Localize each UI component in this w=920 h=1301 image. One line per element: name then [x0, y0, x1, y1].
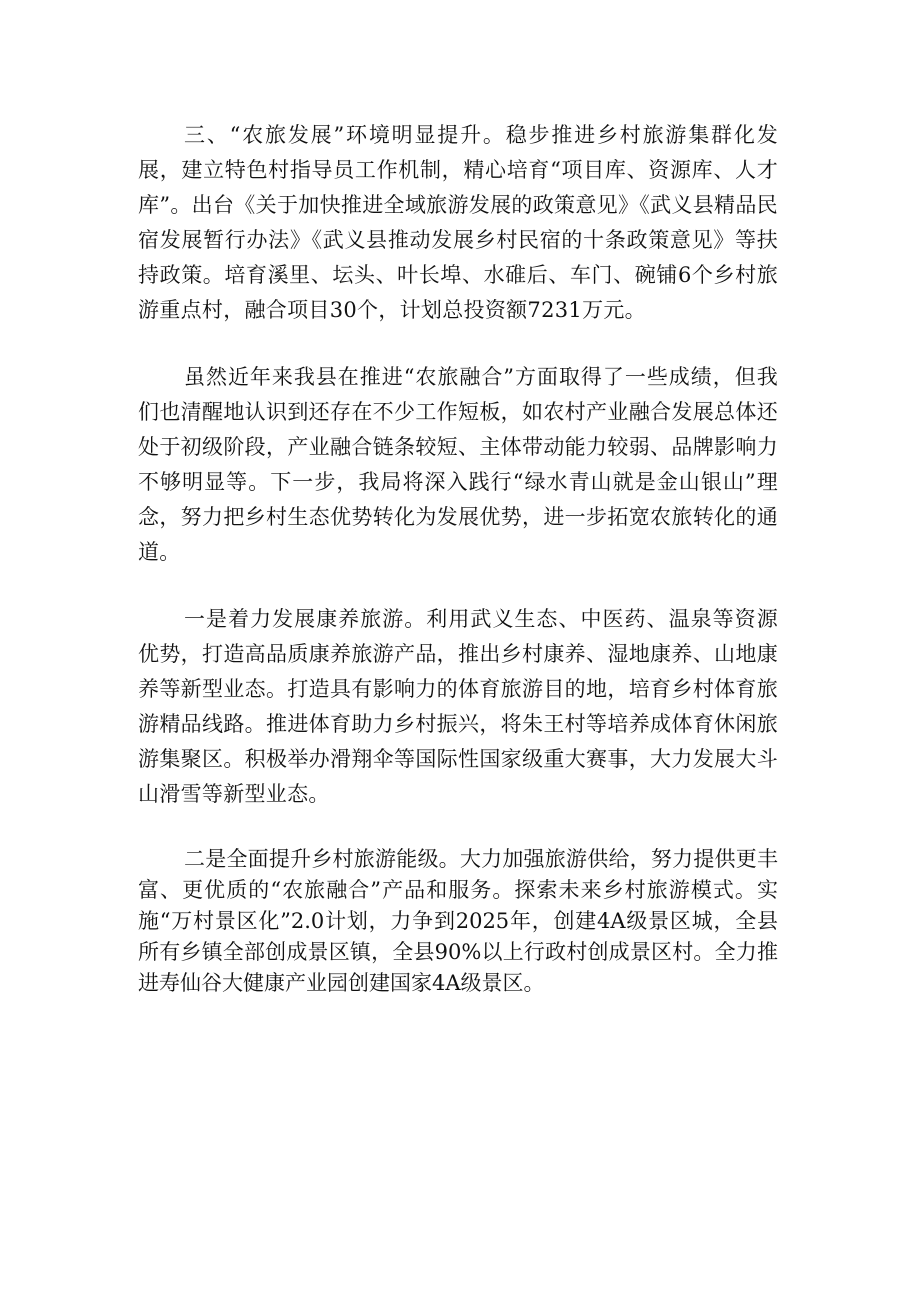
paragraph-environment: 三、“农旅发展”环境明显提升。稳步推进乡村旅游集群化发展，建立特色村指导员工作机制，精心培育“项目库、资源库、人才库”。出台《关于加快推进全域旅游发展的政策意见》《武义县精品民宿发展暂行办法》《武义县推动发展乡村民宿的十条政策意见》等扶持政策。培育溪里、坛头、叶长埠、水碓后、车门、碗铺6个乡村旅游重点村，融合项目30个，计划总投资额7231万元。 — [138, 123, 778, 322]
paragraph-shortcomings: 虽然近年来我县在推进“农旅融合”方面取得了一些成绩，但我们也清醒地认识到还存在不少工作短板，如农村产业融合发展总体还处于初级阶段，产业融合链条较短、主体带动能力较弱、品牌影响力不够明显等。下一步，我局将深入践行“绿水青山就是金山银山”理念，努力把乡村生态优势转化为发展优势，进一步拓宽农旅转化的通道。 — [138, 365, 778, 564]
paragraph-wellness-tourism: 一是着力发展康养旅游。利用武义生态、中医药、温泉等资源优势，打造高品质康养旅游产品，推出乡村康养、湿地康养、山地康养等新型业态。打造具有影响力的体育旅游目的地，培育乡村体育旅游精品线路。推进体育助力乡村振兴，将朱王村等培养成体育休闲旅游集聚区。积极举办滑翔伞等国际性国家级重大赛事，大力发展大斗山滑雪等新型业态。 — [138, 607, 778, 806]
paragraph-rural-tourism: 二是全面提升乡村旅游能级。大力加强旅游供给，努力提供更丰富、更优质的“农旅融合”产品和服务。探索未来乡村旅游模式。实施“万村景区化”2.0计划，力争到2025年，创建4A级景区城，全县所有乡镇全部创成景区镇，全县90%以上行政村创成景区村。全力推进寿仙谷大健康产业园创建国家4A级景区。 — [138, 847, 778, 995]
document-page — [138, 118, 778, 999]
